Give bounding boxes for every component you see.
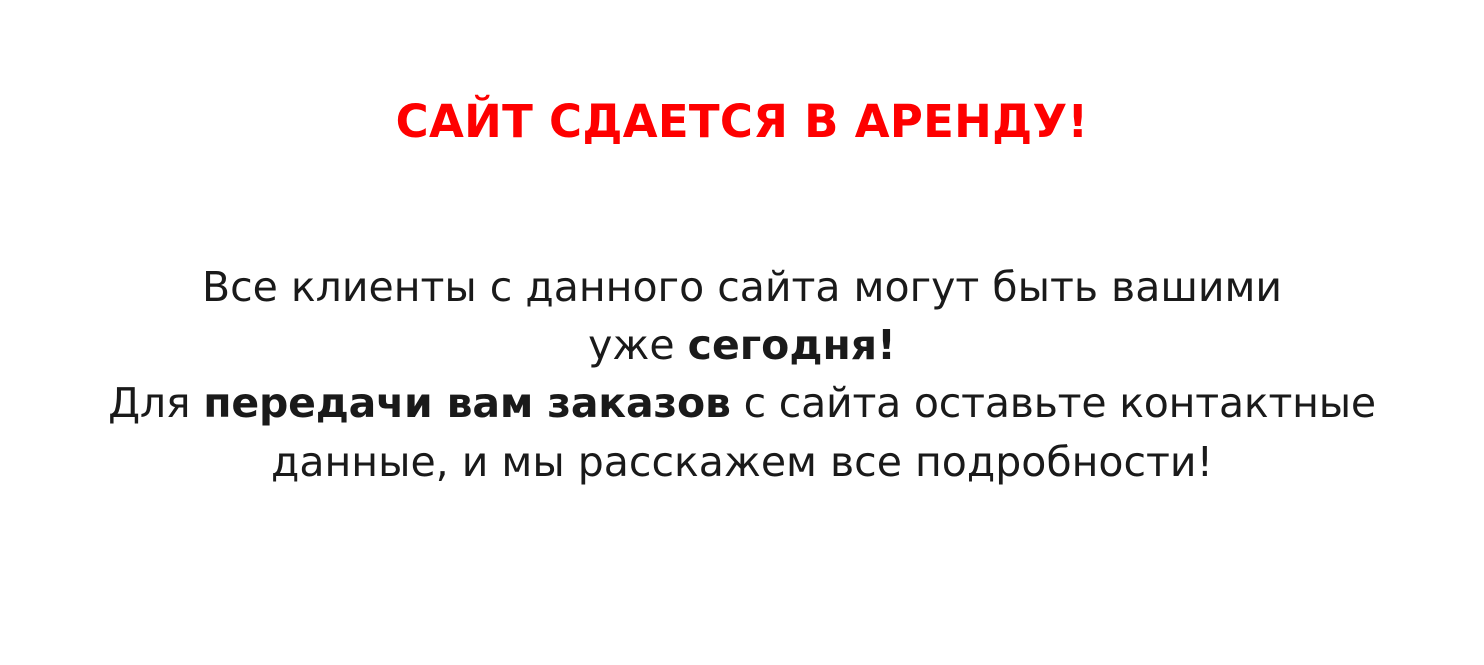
- paragraph-line-3: [0, 374, 1484, 432]
- paragraph-line-4: данные, и мы расскажем все подробности!: [271, 437, 1213, 486]
- paragraph-line-3-prefix: Для: [108, 379, 204, 428]
- paragraph-line-2-emphasis: сегодня!: [687, 321, 896, 370]
- announcement-paragraph: [0, 258, 1484, 491]
- paragraph-line-3-emphasis: передачи вам заказов: [203, 379, 731, 428]
- paragraph-line-3-suffix: с сайта оставьте контактные: [730, 379, 1376, 428]
- paragraph-line-1: Все клиенты с данного сайта могут быть вашими: [201, 263, 1283, 311]
- paragraph-line-2-prefix: уже: [588, 321, 688, 370]
- page-title: САЙТ СДАЕТСЯ В АРЕНДУ!: [395, 95, 1089, 148]
- paragraph-line-2: [0, 316, 1484, 374]
